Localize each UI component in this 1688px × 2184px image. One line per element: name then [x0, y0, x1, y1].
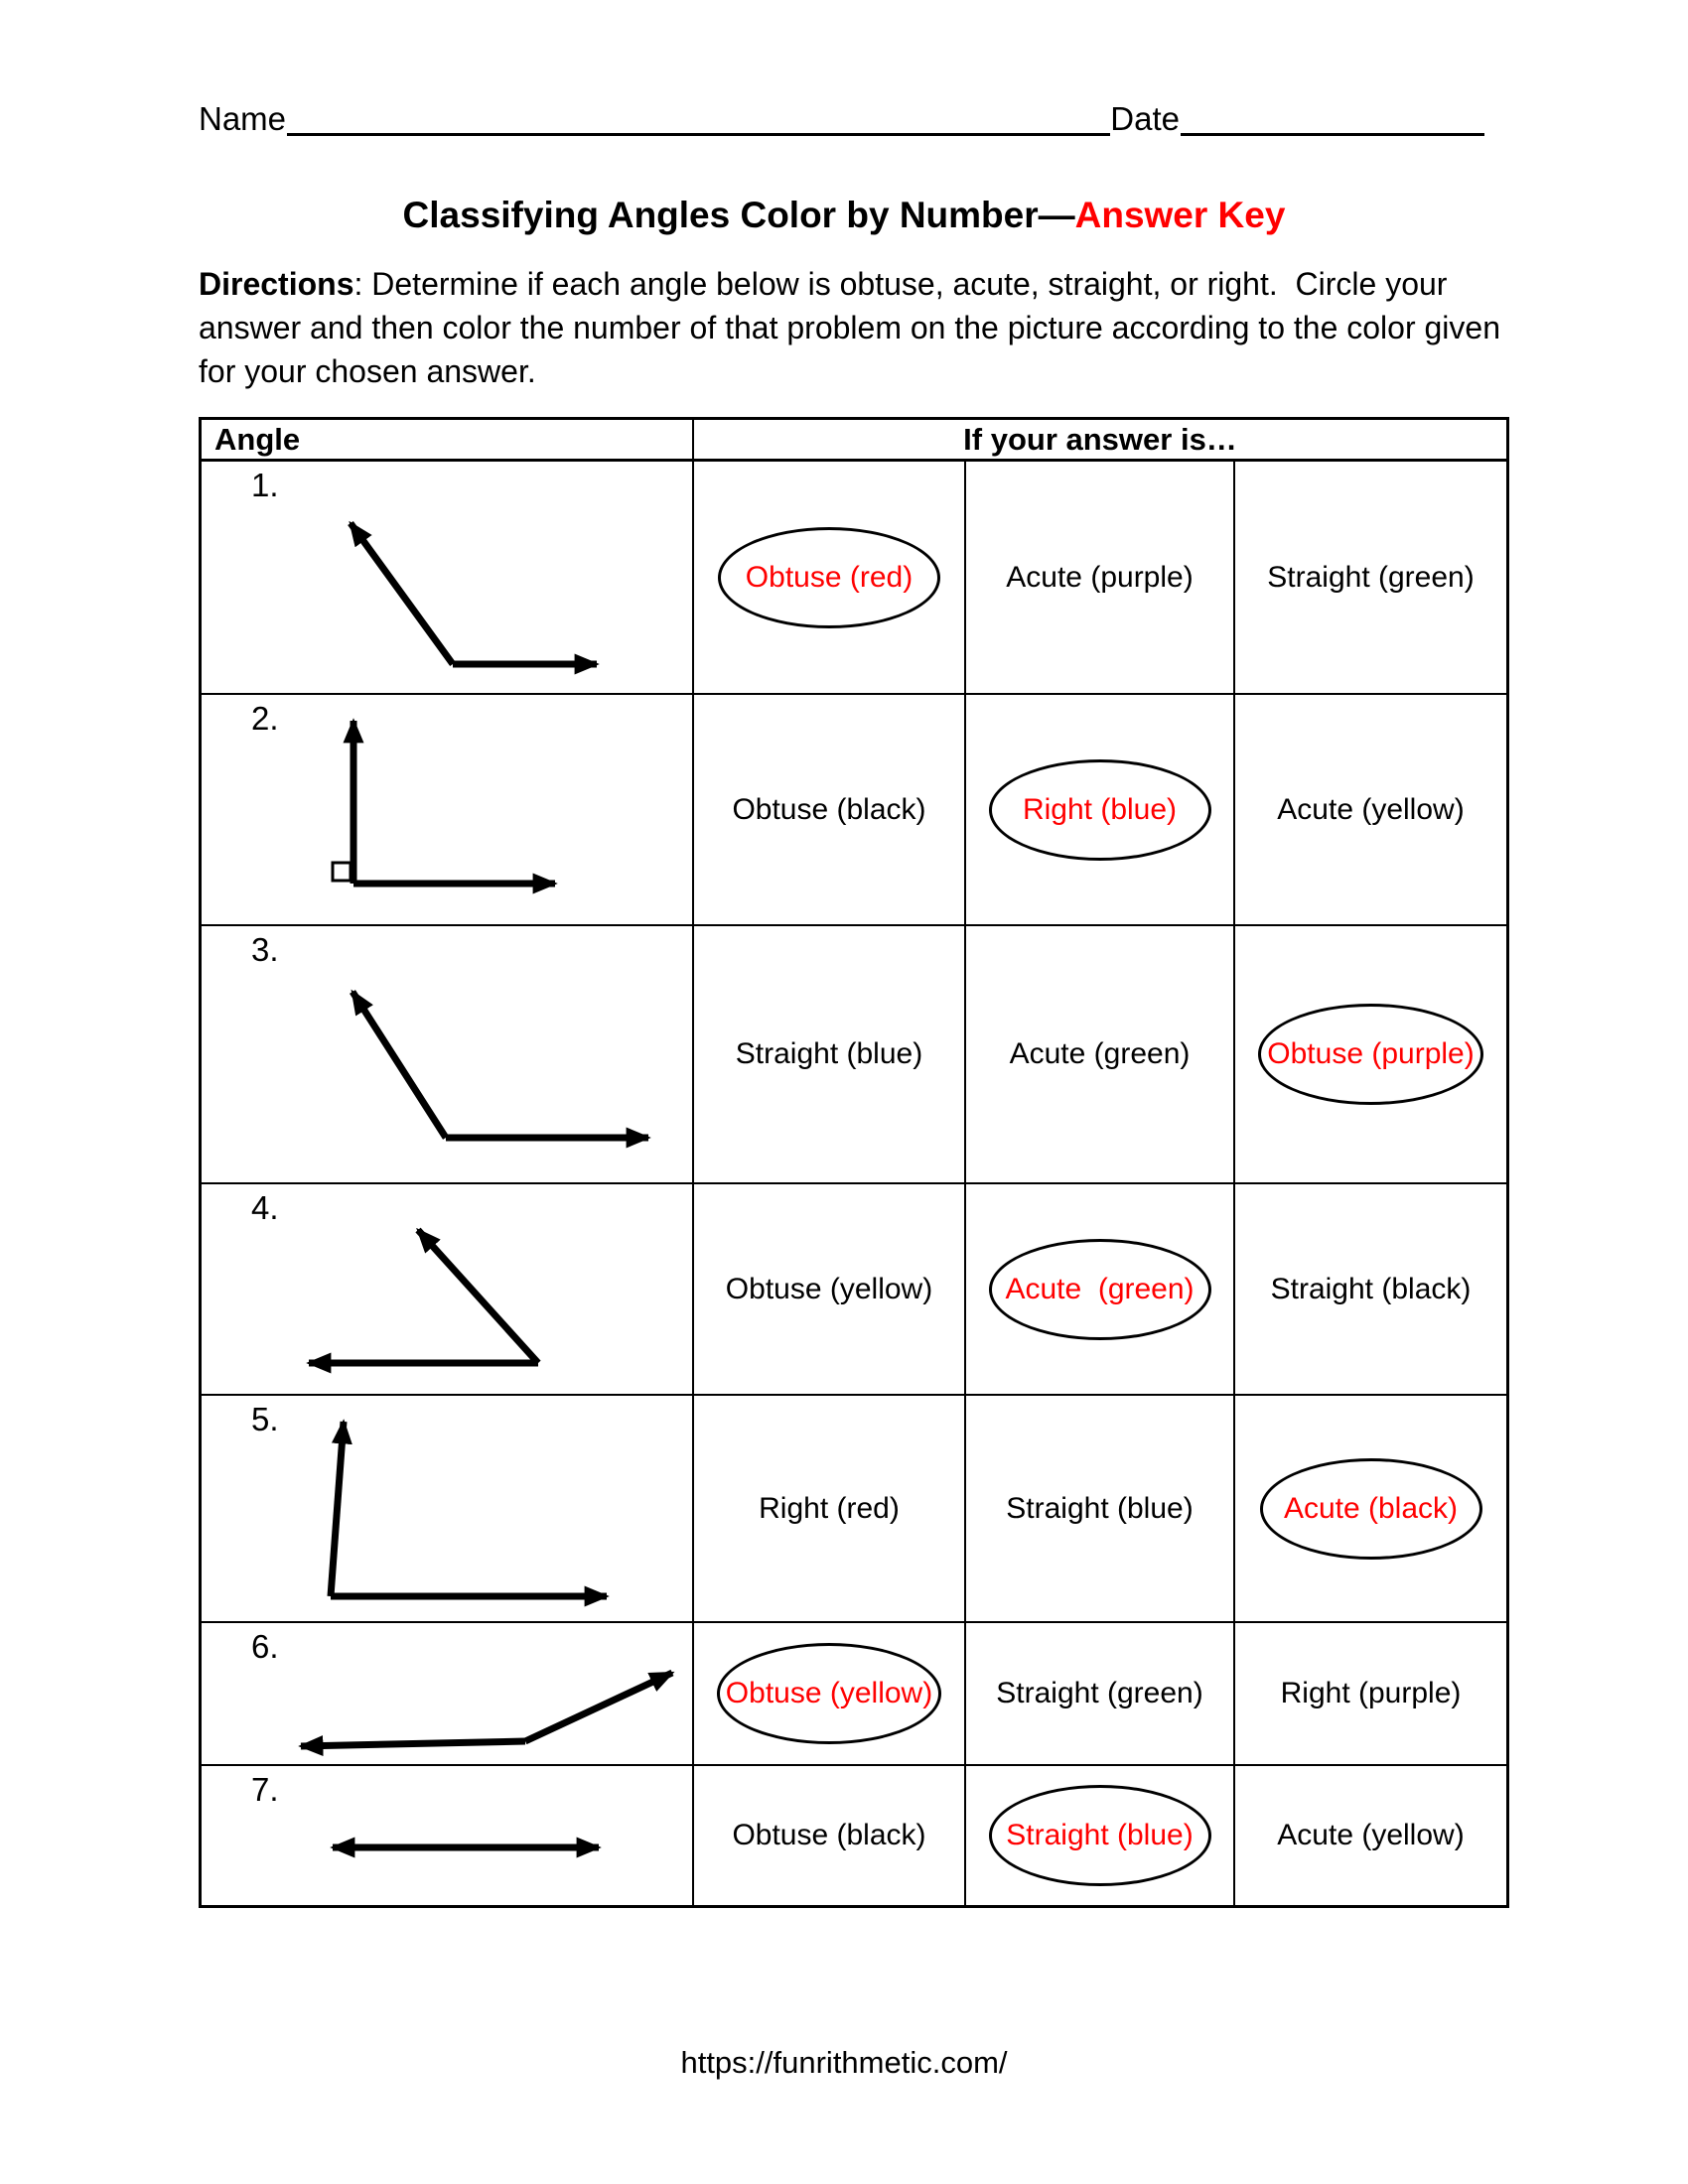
answer-cell	[1235, 926, 1506, 1184]
angle-drawing-1	[202, 462, 692, 693]
angles-table	[199, 417, 1509, 1908]
answer-label: Straight (blue)	[1006, 1491, 1194, 1525]
answer-label: Obtuse (black)	[732, 792, 926, 826]
answer-label: Straight (green)	[1267, 560, 1475, 594]
row-number: 1.	[251, 467, 279, 503]
answer-option	[1261, 561, 1479, 595]
answer-cell	[1235, 462, 1506, 695]
angle-drawing-2	[202, 695, 692, 924]
answer-cell	[694, 462, 966, 695]
name-label: Name	[199, 100, 287, 137]
answer-cell	[966, 462, 1235, 695]
answer-cell	[966, 695, 1235, 926]
answer-cell	[1235, 1396, 1506, 1623]
answer-cell	[694, 695, 966, 926]
angle-cell-4	[202, 1184, 694, 1396]
answer-option	[1271, 793, 1470, 827]
angle-drawing-7	[202, 1766, 692, 1903]
answer-label: Obtuse (yellow)	[725, 1677, 933, 1709]
answer-option	[720, 1273, 938, 1306]
answer-label: Straight (blue)	[1006, 1819, 1194, 1851]
answer-cell	[1235, 1184, 1506, 1396]
answer-label: Acute (yellow)	[1277, 1819, 1465, 1851]
row-number: 5.	[251, 1401, 279, 1437]
answer-cell	[966, 926, 1235, 1184]
answer-cell	[966, 1623, 1235, 1766]
answer-option	[726, 793, 931, 827]
answer-cell	[694, 1623, 966, 1766]
name-date-row	[199, 93, 1484, 139]
answer-cell	[694, 1396, 966, 1623]
answer-label: Acute (green)	[1009, 1037, 1191, 1070]
answer-label: Obtuse (yellow)	[725, 1272, 933, 1305]
answer-option	[1275, 1677, 1468, 1710]
answer-label: Obtuse (red)	[745, 560, 914, 594]
row-number: 6.	[251, 1628, 279, 1665]
directions	[199, 262, 1509, 393]
angle-cell-2	[202, 695, 694, 926]
answer-option	[1258, 1004, 1482, 1105]
answer-option	[730, 1037, 928, 1071]
angle-drawing-3	[202, 926, 692, 1182]
answer-label: Obtuse (purple)	[1267, 1037, 1475, 1070]
footer-url: https://funrithmetic.com/	[680, 2045, 1008, 2080]
column-header-angle: Angle	[202, 420, 694, 462]
date-label: Date	[1110, 100, 1180, 137]
answer-label: Acute (purple)	[1006, 560, 1194, 594]
page-title	[0, 195, 1688, 236]
answer-option	[1265, 1273, 1477, 1306]
answer-option	[989, 1239, 1211, 1340]
title-main: Classifying Angles Color by Number—	[402, 195, 1075, 235]
row-number: 4.	[251, 1189, 279, 1226]
row-number: 3.	[251, 931, 279, 968]
angle-cell-6	[202, 1623, 694, 1766]
answer-option	[726, 1819, 931, 1852]
answer-label: Right (blue)	[1022, 792, 1178, 826]
angle-cell-5	[202, 1396, 694, 1623]
answer-label: Acute (green)	[1005, 1272, 1195, 1305]
answer-cell	[1235, 695, 1506, 926]
answer-label: Right (purple)	[1280, 1677, 1462, 1709]
answer-label: Straight (blue)	[735, 1037, 923, 1070]
answer-option	[990, 1677, 1208, 1710]
answer-option	[1271, 1819, 1470, 1852]
answer-option	[989, 759, 1211, 861]
angle-drawing-5	[202, 1396, 692, 1621]
angle-drawing-4	[202, 1184, 692, 1394]
answer-cell	[694, 1184, 966, 1396]
directions-label: Directions	[199, 266, 354, 302]
answer-cell	[966, 1396, 1235, 1623]
angle-cell-1	[202, 462, 694, 695]
directions-text: : Determine if each angle below is obtuse, acute, straight, or right. Circle your answer and then color the number of that problem on the picture according to the color given for your chosen answer.	[199, 266, 1509, 389]
answer-label: Acute (yellow)	[1277, 792, 1465, 826]
date-blank-line	[1181, 133, 1484, 136]
answer-option	[717, 1643, 941, 1744]
angle-cell-7	[202, 1766, 694, 1905]
answer-cell	[1235, 1623, 1506, 1766]
answer-cell	[694, 1766, 966, 1905]
answer-label: Right (red)	[759, 1491, 900, 1525]
row-number: 7.	[251, 1771, 279, 1808]
angle-drawing-6	[202, 1623, 692, 1764]
answer-option	[989, 1785, 1211, 1886]
name-blank-line	[287, 133, 1110, 136]
answer-cell	[966, 1184, 1235, 1396]
answer-option	[1000, 1492, 1198, 1526]
answer-label: Straight (green)	[996, 1677, 1203, 1709]
answer-label: Acute (black)	[1283, 1491, 1459, 1525]
answer-cell	[1235, 1766, 1506, 1905]
angle-cell-3	[202, 926, 694, 1184]
answer-option	[1004, 1037, 1196, 1071]
answer-option	[1000, 561, 1198, 595]
answer-cell	[966, 1766, 1235, 1905]
answer-option	[718, 527, 940, 628]
row-number: 2.	[251, 700, 279, 737]
title-answer-key: Answer Key	[1074, 195, 1286, 235]
column-header-answers: If your answer is…	[694, 420, 1506, 462]
answer-label: Straight (black)	[1270, 1272, 1472, 1305]
answer-cell	[694, 926, 966, 1184]
answer-label: Obtuse (black)	[732, 1819, 926, 1851]
answer-option	[753, 1492, 906, 1526]
answer-option	[1260, 1458, 1482, 1560]
right-angle-marker	[333, 863, 351, 881]
